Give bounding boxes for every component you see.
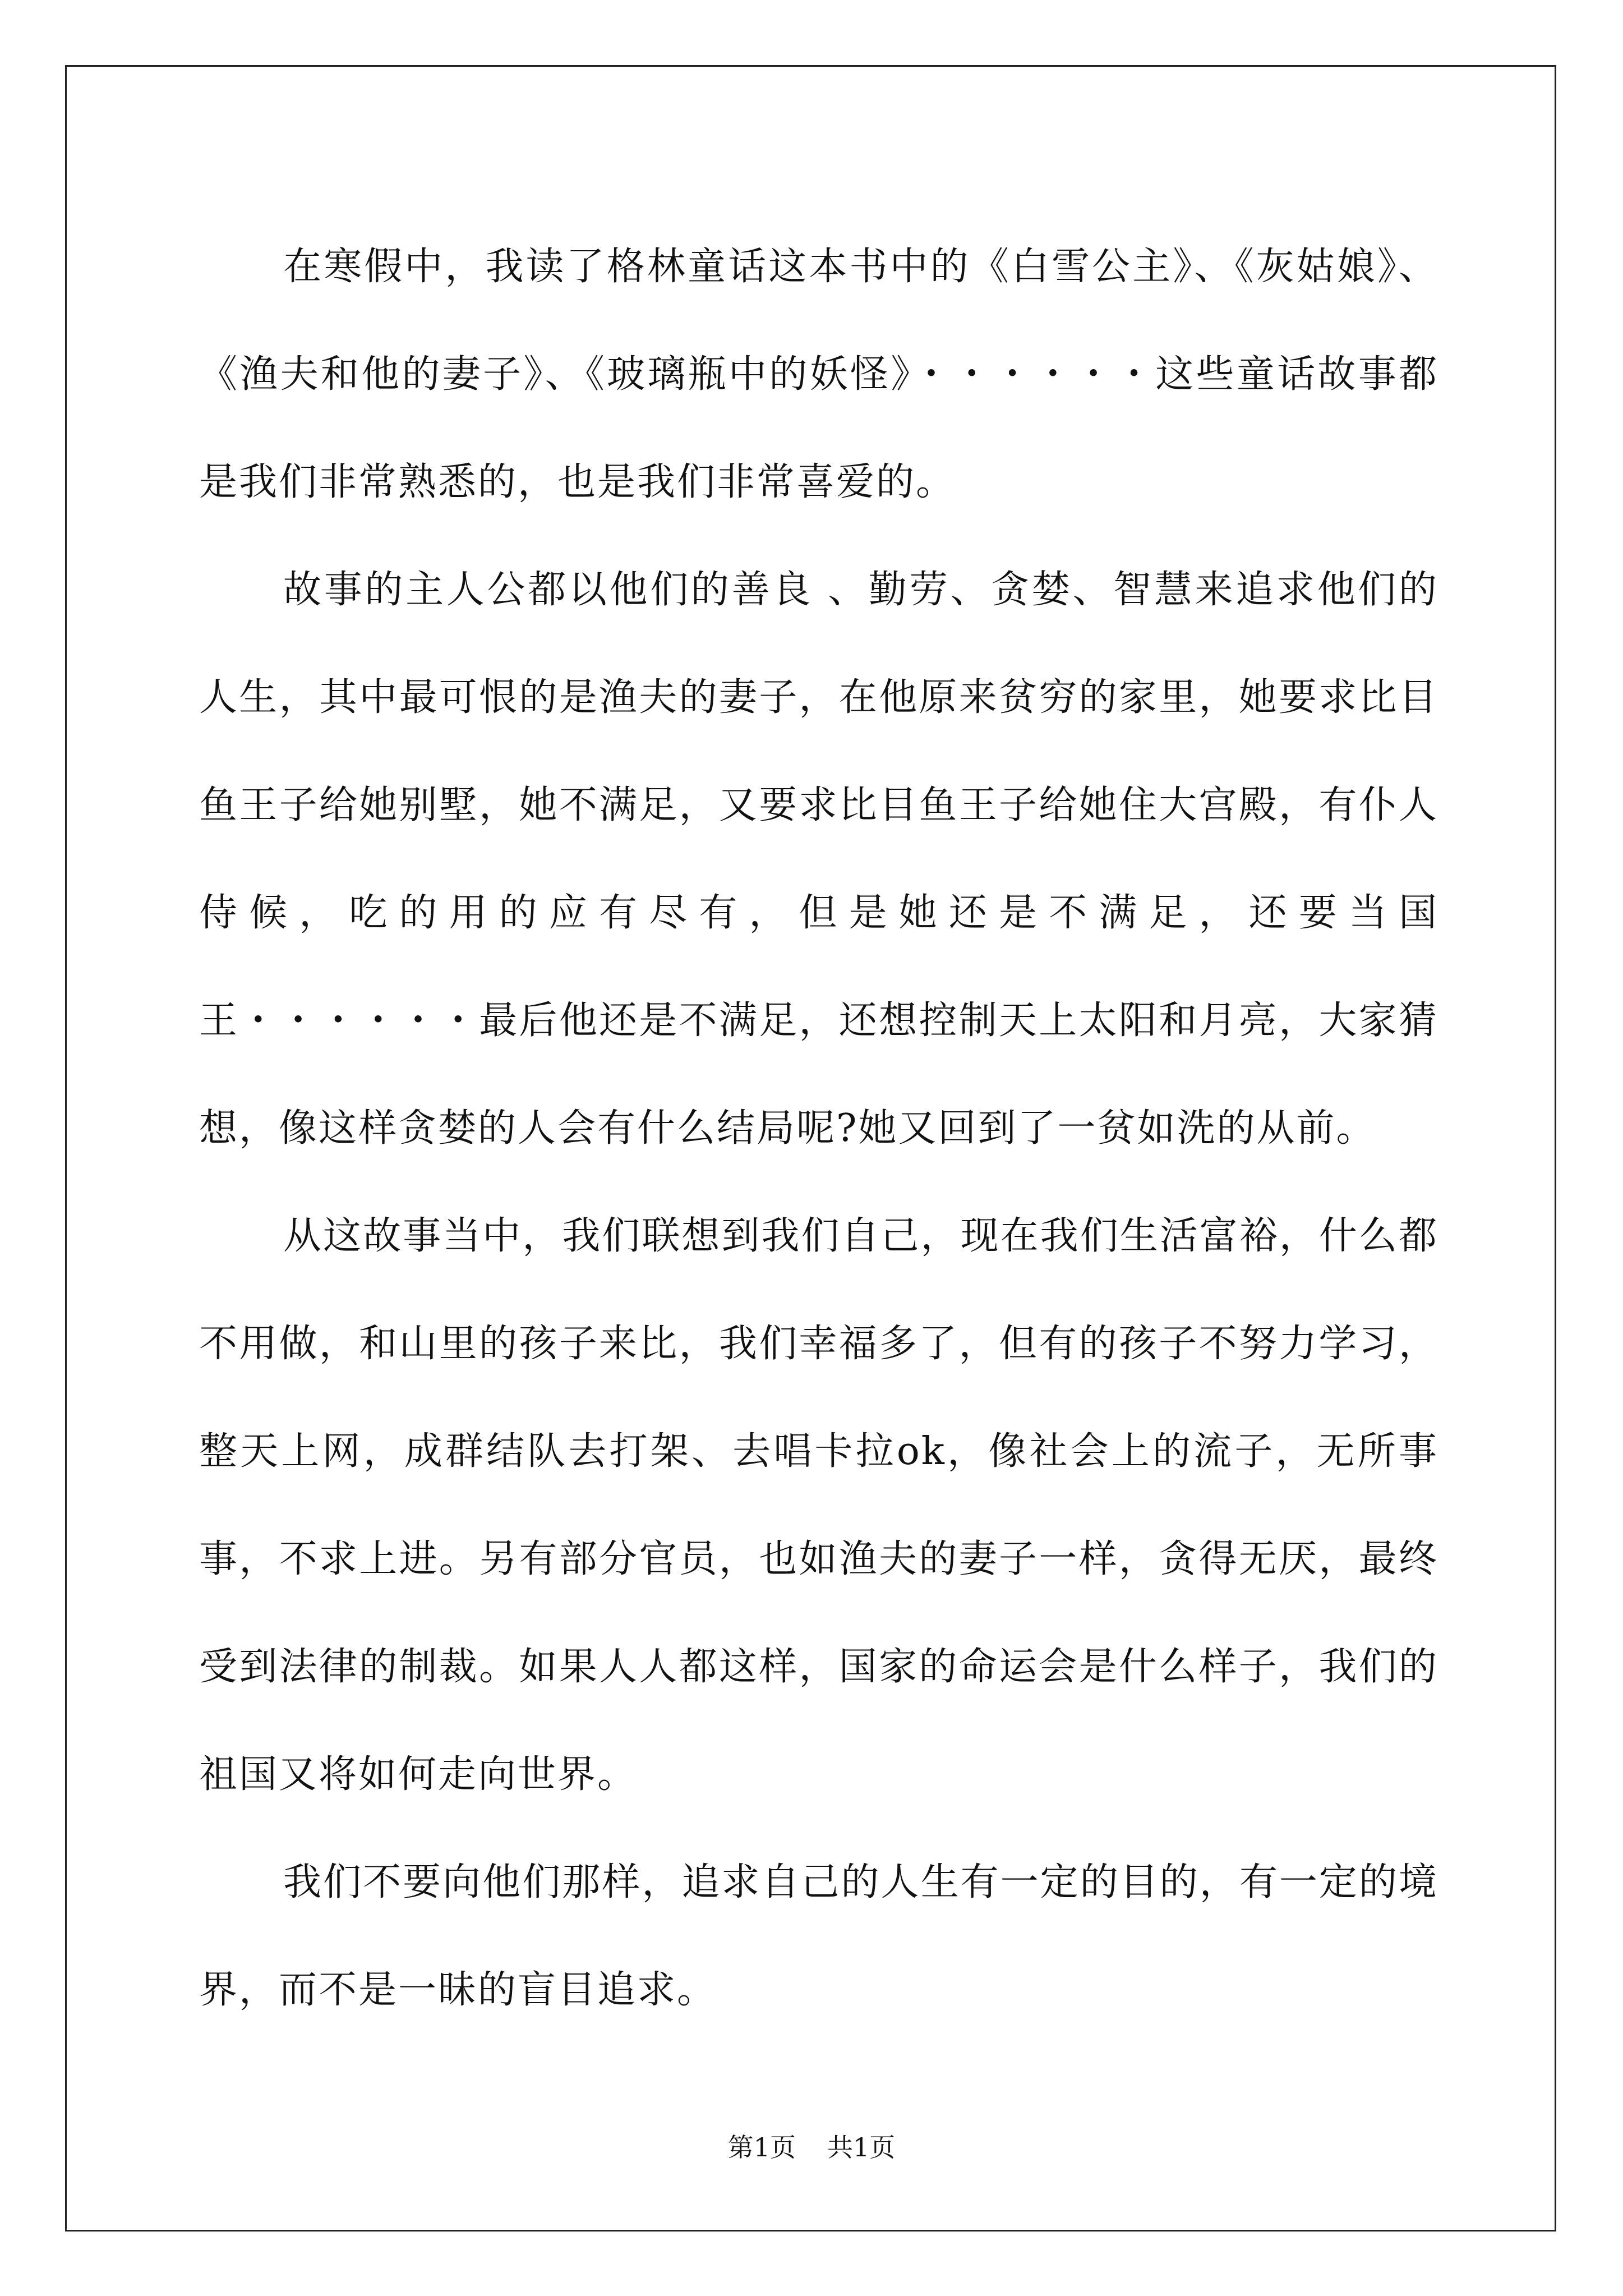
- page-number: 第1页: [727, 2132, 796, 2162]
- page-footer: [0, 2131, 1623, 2164]
- paragraph-4: 我们不要向他们那样，追求自己的人生有一定的目的，有一定的境界，而不是一昧的盲目追求。: [199, 1860, 1438, 2012]
- paragraph-3: 从这故事当中，我们联想到我们自己，现在我们生活富裕，什么都不用做，和山里的孩子来比，我们幸福多了，但有的孩子不努力学习，整天上网，成群结队去打架、去唱卡拉ok，像社会上的流子，无所事事，不求上进。另有部分官员，也如渔夫的妻子一样，贪得无厌，最终受到法律的制裁。如果人人都这样，国家的命运会是什么样子，我们的祖国又将如何走向世界。: [199, 1214, 1438, 1797]
- paragraph-2: 故事的主人公都以他们的善良 、勤劳、贪婪、智慧来追求他们的人生，其中最可恨的是渔夫的妻子，在他原来贫穷的家里，她要求比目鱼王子给她别墅，她不满足，又要求比目鱼王子给她住大宫殿，有仆人侍候，吃的用的应有尽有，但是她还是不满足，还要当国王・・・・・・最后他还是不满足，还想控制天上太阳和月亮，大家猜想，像这样贪婪的人会有什么结局呢?她又回到了一贫如洗的从前。: [199, 568, 1438, 1151]
- paragraph-1: 在寒假中，我读了格林童话这本书中的《白雪公主》、《灰姑娘》、《渔夫和他的妻子》、《玻璃瓶中的妖怪》・・・・・・这些童话故事都是我们非常熟悉的，也是我们非常喜爱的。: [199, 245, 1438, 504]
- page-total: 共1页: [827, 2132, 896, 2162]
- document-body: [199, 213, 1438, 2044]
